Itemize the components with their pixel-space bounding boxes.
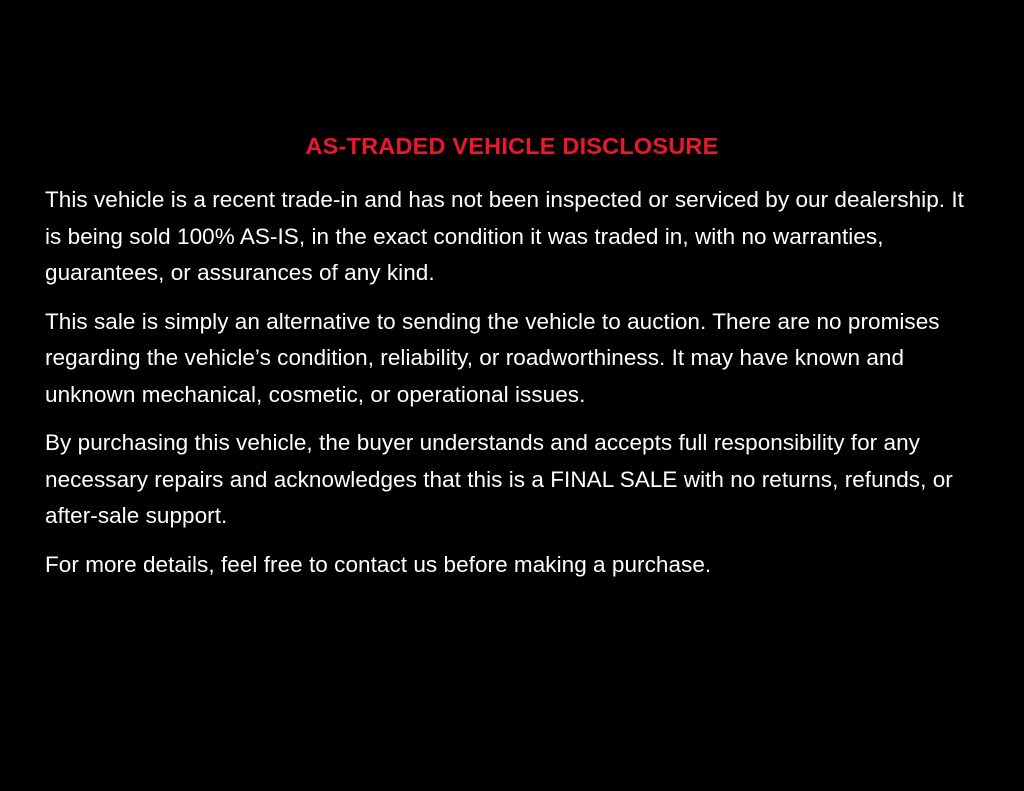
disclosure-paragraph-2: This sale is simply an alternative to sending the vehicle to auction. There are no promises regarding the vehicle’s condition, reliability, or roadworthiness. It may have known and unknown mechanical, cosmetic, or operational issues. — [45, 308, 940, 407]
disclosure-paragraph-1: This vehicle is a recent trade-in and has not been inspected or serviced by our dealership. It is being sold 100% AS-IS, in the exact condition it was traded in, with no warranties, guarantees, or assurances of any kind. — [45, 187, 964, 286]
disclosure-paragraph-3: By purchasing this vehicle, the buyer understands and accepts full responsibility for any necessary repairs and acknowledges that this is a FINAL SALE with no returns, refunds, or after-sale support. — [45, 430, 953, 529]
disclosure-paragraph-4: For more details, feel free to contact us before making a purchase. — [45, 551, 712, 577]
disclosure-content — [45, 132, 979, 583]
page-title: AS-TRADED VEHICLE DISCLOSURE — [305, 133, 719, 159]
